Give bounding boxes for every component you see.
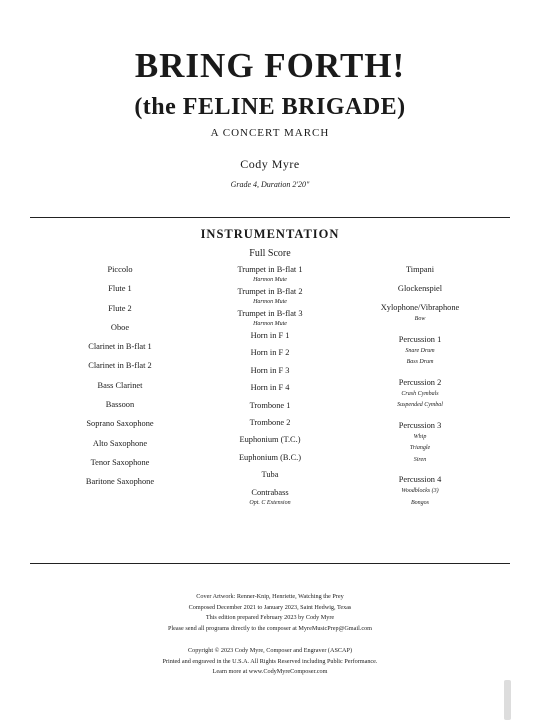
credit-line: Please send all programs directly to the composer at MyreMusicPrep@Gmail.com <box>168 625 372 633</box>
instrument-note: Bongos <box>411 499 429 506</box>
instrument-name: Horn in F 1 <box>250 331 290 340</box>
instrument-name: Glockenspiel <box>397 284 443 293</box>
instrument-note: Snare Drum <box>405 347 435 354</box>
instrument-name: Percussion 4 <box>398 475 442 484</box>
instrument-name: Percussion 3 <box>398 420 442 430</box>
instrument-name: Trumpet in B-flat 3 <box>237 309 303 318</box>
instrument-note: Harmon Mute <box>253 299 287 305</box>
instrument-name: Oboe <box>110 322 130 332</box>
instrument-group <box>360 475 480 509</box>
full-score-label: Full Score <box>249 248 291 259</box>
instrument-name: Soprano Saxophone <box>86 419 154 429</box>
instrument-group <box>360 378 480 412</box>
instrument-note: Siren <box>413 456 427 463</box>
instrument-name: Piccolo <box>107 265 133 274</box>
legal-line: Learn more at www.CodyMyreComposer.com <box>212 668 328 676</box>
instrument-name: Horn in F 4 <box>250 383 290 393</box>
instrument-group <box>360 265 480 275</box>
instrument-name: Trombone 1 <box>249 400 291 410</box>
instrument-name: Horn in F 2 <box>250 348 290 358</box>
instrument-group <box>360 335 480 369</box>
percussion-column <box>360 265 480 518</box>
instrument-name: Horn in F 3 <box>250 365 290 375</box>
top-divider <box>30 217 510 218</box>
instrument-name: Percussion 1 <box>398 334 442 344</box>
bottom-divider <box>30 563 510 564</box>
piece-title: BRING FORTH! <box>134 46 406 85</box>
legal-line: Copyright © 2023 Cody Myre, Composer and Engraver (ASCAP) <box>187 647 352 654</box>
instrument-name: Clarinet in B-flat 1 <box>88 342 152 352</box>
instrument-note: Suspended Cymbal <box>397 402 443 408</box>
credit-line: Cover Artwork: Renner-Knip, Henriette, Watching the Prey <box>196 593 344 600</box>
footer-credits <box>0 592 540 635</box>
instrument-note: Harmon Mute <box>253 277 287 283</box>
brass-column <box>205 265 335 510</box>
instrument-note: Woodblocks (3) <box>401 488 439 494</box>
instrument-group <box>360 284 480 294</box>
instrument-name: Trumpet in B-flat 2 <box>237 287 303 296</box>
instrument-note: Bow <box>414 316 426 322</box>
instrument-group <box>360 421 480 467</box>
credit-line: Composed December 2021 to January 2023, Saint Hedwig, Texas <box>188 603 352 611</box>
instrument-group <box>360 303 480 326</box>
instrument-name: Bassoon <box>105 400 135 410</box>
grade-duration: Grade 4, Duration 2'20" <box>230 180 310 189</box>
instrument-name: Percussion 2 <box>398 377 442 387</box>
instrument-name: Flute 1 <box>108 284 132 294</box>
instrument-name: Trumpet in B-flat 1 <box>237 265 303 274</box>
instrument-name: Flute 2 <box>108 303 132 313</box>
instrument-name: Tuba <box>261 470 279 480</box>
instrument-name: Trombone 2 <box>249 417 291 427</box>
footer-legal <box>0 646 540 678</box>
instrument-name: Xylophone/Vibraphone <box>380 303 460 312</box>
legal-line: Printed and engraved in the U.S.A. All Rights Reserved including Public Performance. <box>162 657 378 665</box>
composer-name: Cody Myre <box>240 157 300 171</box>
instrument-note: Bass Drum <box>406 359 434 365</box>
instrument-note: Whip <box>413 433 427 440</box>
instrument-name: Bass Clarinet <box>97 380 143 390</box>
instrument-name: Contrabass <box>251 487 289 497</box>
credit-line: This edition prepared February 2023 by Cody Myre <box>205 614 335 622</box>
instrument-name: Baritone Saxophone <box>85 477 155 487</box>
vertical-scrollbar[interactable] <box>504 680 511 720</box>
instrument-note: Opt. C Extension <box>249 499 291 506</box>
instrument-name: Timpani <box>405 265 435 274</box>
instrument-note: Crash Cymbals <box>401 390 439 397</box>
instrument-name: Euphonium (B.C.) <box>238 452 302 462</box>
woodwinds-column <box>60 265 180 497</box>
instrument-name: Euphonium (T.C.) <box>239 435 301 445</box>
instrumentation-heading: INSTRUMENTATION <box>200 227 340 241</box>
piece-subtitle: (the FELINE BRIGADE) <box>134 94 406 120</box>
instrument-name: Clarinet in B-flat 2 <box>88 361 152 371</box>
instrument-note: Triangle <box>409 445 431 451</box>
instrument-name: Alto Saxophone <box>92 438 148 448</box>
instrument-note: Harmon Mute <box>253 321 287 327</box>
instrument-name: Tenor Saxophone <box>90 457 150 467</box>
piece-tagline: A CONCERT MARCH <box>210 127 330 139</box>
